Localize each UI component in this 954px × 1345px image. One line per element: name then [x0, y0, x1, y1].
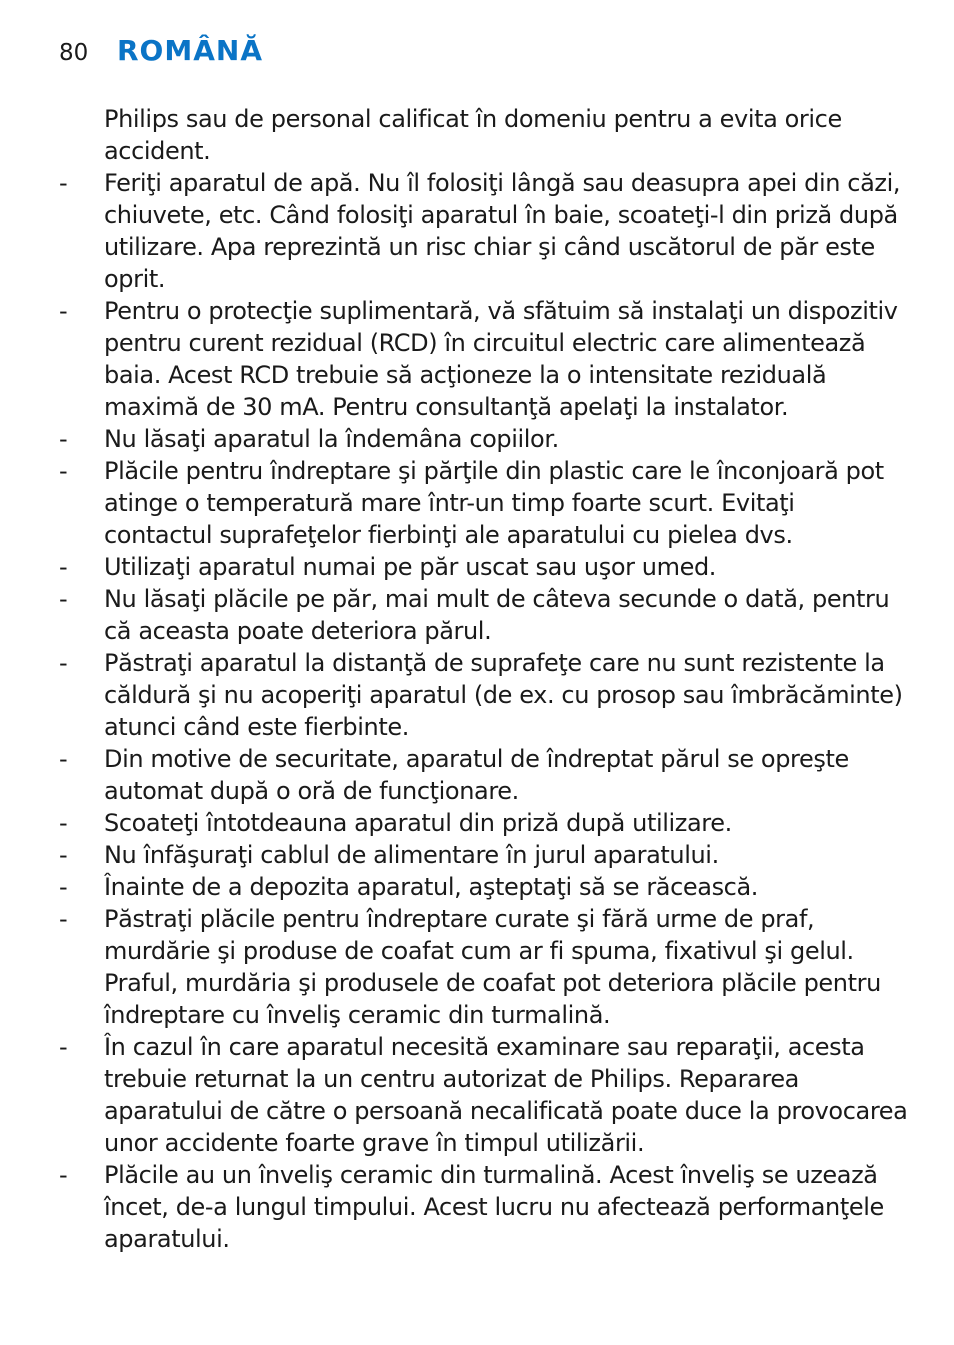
list-item: [59, 839, 909, 871]
bullet-dash: -: [59, 841, 68, 869]
list-item-text: Păstraţi aparatul la distanţă de suprafeţe care nu sunt rezistente la căldură şi nu acoperiţi aparatul (de ex. cu prosop sau îmbrăcăminte) atunci când este fierbinte.: [104, 649, 903, 741]
list-item-text: Păstraţi plăcile pentru îndreptare curate şi fără urme de praf, murdărie şi produse de coafat cum ar fi spuma, fixativul şi gelul. Praful, murdăria şi produsele de coafat pot deteriora plăcile pentru îndreptare cu înveliş ceramic din turmalină.: [104, 905, 881, 1029]
list-item-text: Pentru o protecţie suplimentară, vă sfătuim să instalaţi un dispozitiv pentru curent rezidual (RCD) în circuitul electric care alimentează baia. Acest RCD trebuie să acţioneze la o intensitate reziduală maximă de 30 mA. Pentru consultanţă apelaţi la instalator.: [104, 297, 898, 421]
list-item-text: Scoateţi întotdeauna aparatul din priză după utilizare.: [104, 809, 732, 837]
bullet-dash: -: [59, 585, 68, 613]
bullet-dash: -: [59, 457, 68, 485]
bullet-dash: -: [59, 649, 68, 677]
bullet-dash: -: [59, 553, 68, 581]
bullet-dash: -: [59, 809, 68, 837]
list-item-text: Nu lăsaţi aparatul la îndemâna copiilor.: [104, 425, 559, 453]
continuation-paragraph: [59, 103, 909, 167]
list-item-text: Plăcile pentru îndreptare şi părţile din plastic care le înconjoară pot atinge o temperatură mare într-un timp foarte scurt. Evitaţi contactul suprafeţelor fierbinţi ale aparatului cu pielea dvs.: [104, 457, 884, 549]
list-item: [59, 647, 909, 743]
list-item: [59, 295, 909, 423]
list-item: [59, 1159, 909, 1255]
continuation-text: Philips sau de personal calificat în domeniu pentru a evita orice accident.: [104, 105, 842, 165]
list-item: [59, 743, 909, 807]
list-item: [59, 551, 909, 583]
list-item-text: Plăcile au un înveliş ceramic din turmalină. Acest înveliş se uzează încet, de-a lungul timpului. Acest lucru nu afectează performanţele aparatului.: [104, 1161, 884, 1253]
list-item: [59, 455, 909, 551]
bullet-dash: -: [59, 745, 68, 773]
list-item: [59, 903, 909, 1031]
list-item: [59, 1031, 909, 1159]
bullet-dash: -: [59, 297, 68, 325]
list-item-text: În cazul în care aparatul necesită examinare sau reparaţii, acesta trebuie returnat la un centru autorizat de Philips. Repararea aparatului de către o persoană necalificată poate duce la provocarea unor accidente foarte grave în timpul utilizării.: [104, 1033, 908, 1157]
bullet-dash: -: [59, 169, 68, 197]
list-item-text: Nu lăsaţi plăcile pe păr, mai mult de câteva secunde o dată, pentru că aceasta poate deteriora părul.: [104, 585, 890, 645]
bullet-dash: -: [59, 873, 68, 901]
bullet-dash: -: [59, 1033, 68, 1061]
list-item: [59, 871, 909, 903]
page-header: [59, 34, 263, 74]
list-item: [59, 423, 909, 455]
list-item-text: Nu înfăşuraţi cablul de alimentare în jurul aparatului.: [104, 841, 719, 869]
list-item: [59, 167, 909, 295]
list-item-text: Înainte de a depozita aparatul, aşteptaţi să se răcească.: [104, 873, 759, 901]
bullet-dash: -: [59, 425, 68, 453]
list-item-text: Feriţi aparatul de apă. Nu îl folosiţi lângă sau deasupra apei din căzi, chiuvete, etc. Când folosiţi aparatul în baie, scoateţi-l din priză după utilizare. Apa reprezintă un risc chiar şi când uscătorul de păr este oprit.: [104, 169, 901, 293]
list-item-text: Din motive de securitate, aparatul de îndreptat părul se opreşte automat după o oră de funcţionare.: [104, 745, 849, 805]
list-item: [59, 583, 909, 647]
list-item-text: Utilizaţi aparatul numai pe păr uscat sau uşor umed.: [104, 553, 717, 581]
bullet-dash: -: [59, 1161, 68, 1189]
list-item: [59, 807, 909, 839]
page-number: 80: [59, 40, 89, 66]
bullet-dash: -: [59, 905, 68, 933]
section-title: ROMÂNĂ: [117, 34, 263, 67]
safety-instructions: [59, 103, 909, 1255]
